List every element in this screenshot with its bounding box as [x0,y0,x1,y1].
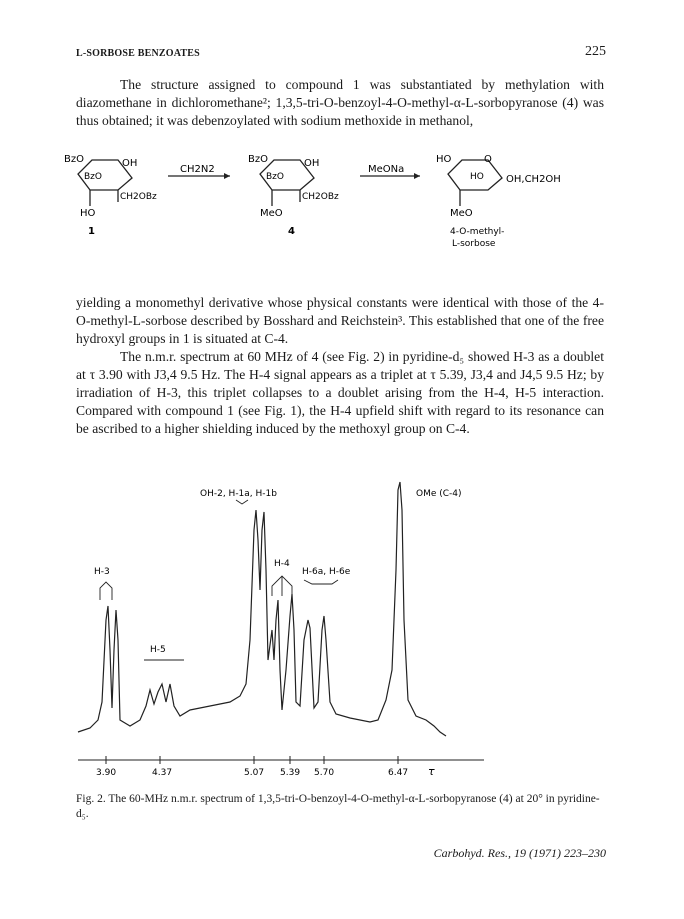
sorbose-name-line2: L-sorbose [452,239,496,249]
c5-oh-ch2oh: OH,CH2OH [506,174,561,185]
figure-caption: Fig. 2. The 60-MHz n.m.r. spectrum of 1,3,5-tri-O-benzoyl-4-O-methyl-α-L-sorbopyranose (4) at 20° in pyridine-d₅. [76,793,600,820]
label-h4-triplet [272,576,292,596]
arrow-2-head [414,173,420,179]
c4-ch2obz: CH2OBz [302,192,339,202]
tick-6.47: 6.47 [388,768,409,778]
tick-4.37: 4.37 [152,768,173,778]
reaction-scheme [60,146,580,256]
c1-oh-top: OH [122,158,138,169]
paragraph-methylation: The structure assigned to compound 1 was substantiated by methylation with diazomethane in dichloromethane²; 1,3,5-tri-O-benzoyl-4-O-methyl-α-L-sorbopyranose (4) was thus obtained; it was debenzoylated with sodium methoxide in methanol, [76,77,604,128]
label-ome: OMe (C-4) [416,489,462,499]
label-h5: H-5 [150,645,166,655]
arrow-2-reagent: MeONa [368,164,405,175]
label-h3: H-3 [94,567,110,577]
sorbose-name-line1: 4-O-methyl- [450,227,505,237]
label-h4: H-4 [274,559,290,569]
journal-citation: Carbohyd. Res., 19 (1971) 223–230 [433,846,606,860]
label-oh-h1: OH-2, H-1a, H-1b [200,489,277,499]
label-h6-bracket [304,580,338,584]
paragraph-nmr: The n.m.r. spectrum at 60 MHz of 4 (see Fig. 2) in pyridine-d₅ showed H-3 as a doublet at τ 3.90 with J3,4 9.5 Hz. The H-4 signal appears as a triplet at τ 5.39, J3,4 and J4,5 9.5 Hz; by irradiation of H-3, this triplet collapses to a doublet arising from the H-4, H-5 interaction. Compared with compound 1 (see Fig. 1), the H-4 upfield shift with regard to its resonance can be ascribed to a higher shielding induced by the methoxyl group on C-4. [76,349,604,436]
paragraph-monomethyl: yielding a monomethyl derivative whose physical constants were identical with those of the 4-O-methyl-L-sorbose described by Bosshard and Reichstein³. This established that one of the free hydroxyl groups in 1 is situated at C-4. [76,295,604,346]
c5-ho-mid: HO [470,172,484,182]
pyranose-ring-sorbose [448,160,502,206]
running-head: L-SORBOSE BENZOATES [76,48,200,59]
label-h3-doublet [100,582,112,600]
nmr-spectrum [60,470,500,790]
c4-meo-bottom: MeO [260,208,283,219]
label-h6: H-6a, H-6e [302,567,351,577]
c4-bzo-mid: BzO [266,172,284,182]
c1-bzo-mid: BzO [84,172,102,182]
tick-5.70: 5.70 [314,768,335,778]
tick-5.07: 5.07 [244,768,265,778]
c5-ho-top: HO [436,154,452,165]
compound-4-number: 4 [288,226,295,237]
spectrum-trace [78,482,446,736]
c4-oh-top: OH [304,158,320,169]
label-oh-bracket [236,500,248,504]
c5-o-top: O [484,154,492,165]
c5-meo-bottom: MeO [450,208,473,219]
page-number: 225 [585,44,606,59]
c4-bzo-top: BzO [248,154,268,165]
tick-5.39: 5.39 [280,768,301,778]
tick-3.90: 3.90 [96,768,117,778]
c1-ho-bottom: HO [80,208,96,219]
compound-1-number: 1 [88,226,95,237]
c1-ch2obz: CH2OBz [120,192,157,202]
c1-bzo-top: BzO [64,154,84,165]
arrow-1-head [224,173,230,179]
arrow-1-reagent: CH2N2 [180,164,215,175]
axis-unit-tau: τ [428,765,435,778]
